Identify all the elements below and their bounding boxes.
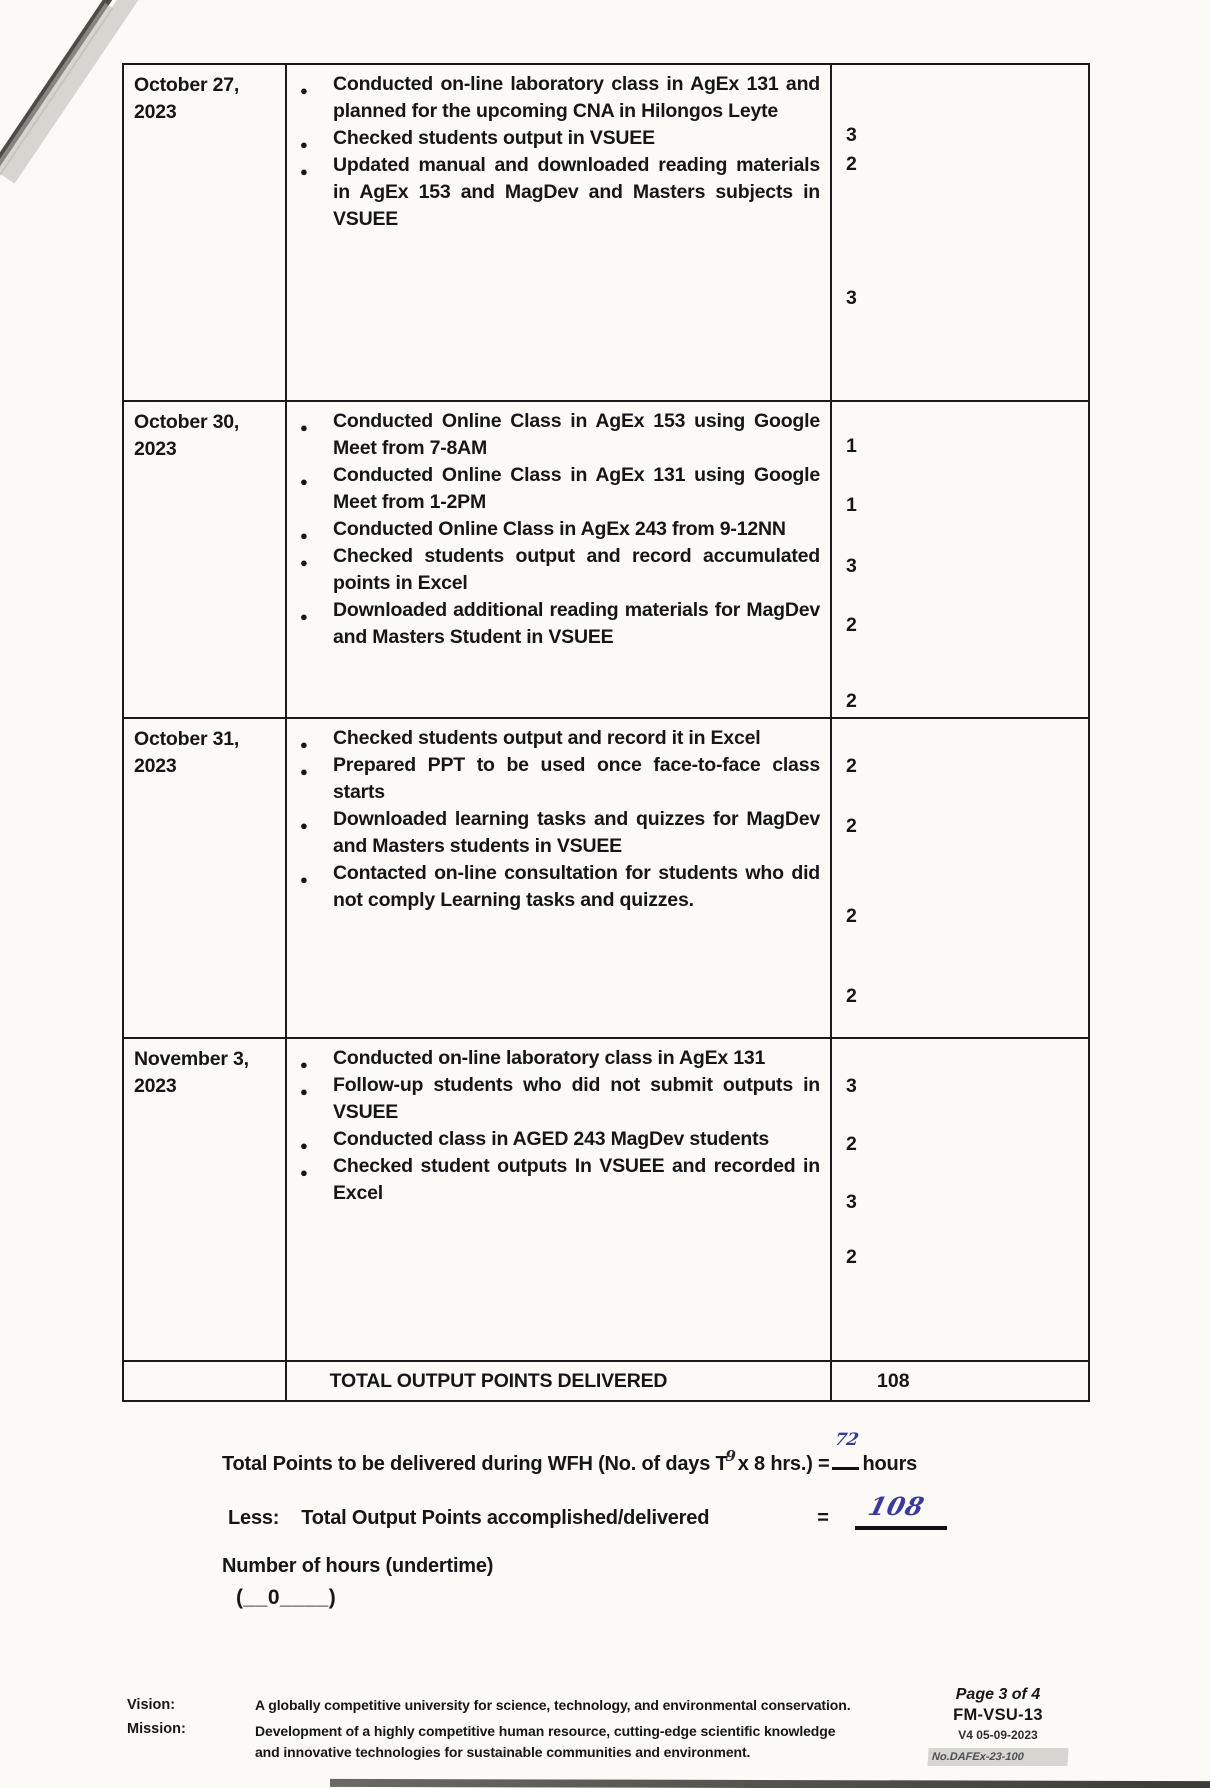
- total-row: [124, 1362, 1088, 1400]
- activity-text: Conducted on-line laboratory class in AgEx 131: [333, 1047, 766, 1069]
- points-value: 2: [846, 755, 857, 777]
- activity-item: [287, 1072, 830, 1126]
- bullet-icon: ●: [300, 83, 308, 98]
- vision-text: A globally competitive university for science, technology, and environmental conservation.: [255, 1697, 851, 1713]
- activity-text: Conducted Online Class in AgEx 243 from 9-12NN: [333, 518, 786, 540]
- handwritten-hours: 72: [832, 1430, 860, 1450]
- activity-item: [287, 597, 830, 651]
- points-value: 1: [846, 494, 857, 516]
- points-value: 3: [846, 555, 857, 577]
- activity-text: Updated manual and downloaded reading materials in AgEx 153 and MagDev and Masters subjects in VSUEE: [333, 154, 820, 230]
- activity-text: Conducted Online Class in AgEx 131 using Google Meet from 1-2PM: [333, 464, 820, 513]
- points-value: 1: [846, 435, 857, 457]
- points-cell: [832, 402, 1088, 717]
- activity-item: [287, 1153, 830, 1207]
- vision-label: Vision:: [127, 1697, 176, 1713]
- document-number: No.DAFEx-23-100: [927, 1748, 1068, 1766]
- form-version: V4 05-09-2023: [958, 1728, 1038, 1742]
- mission-label: Mission:: [127, 1721, 186, 1737]
- bullet-icon: ●: [300, 420, 308, 435]
- points-value: 2: [846, 614, 857, 636]
- form-code: FM-VSU-13: [953, 1706, 1043, 1724]
- points-value: 3: [846, 1191, 857, 1213]
- activity-item: [287, 1126, 830, 1153]
- activity-text: Checked students output in VSUEE: [333, 127, 655, 149]
- wfh-line-suffix: hours: [862, 1453, 918, 1475]
- date-cell: October 27, 2023: [124, 65, 287, 400]
- activity-text: Conducted class in AGED 243 MagDev students: [333, 1128, 770, 1150]
- wfh-line-prefix: Total Points to be delivered during WFH (No. of days T: [222, 1453, 728, 1475]
- handwritten-days: 9: [725, 1447, 736, 1465]
- hours-blank-line: [832, 1430, 860, 1470]
- scan-edge-shadow: [330, 1779, 1210, 1788]
- points-cell: [832, 719, 1088, 1037]
- activity-text: Downloaded learning tasks and quizzes for MagDev and Masters students in VSUEE: [333, 808, 820, 857]
- page-number: Page 3 of 4: [955, 1686, 1041, 1703]
- total-value: 108: [877, 1369, 910, 1392]
- bullet-icon: ●: [300, 1165, 308, 1180]
- mission-text: Development of a highly competitive human resource, cutting-edge scientific knowledge and innovative technologies for sustainable communities and environment.: [255, 1723, 836, 1760]
- activity-item: [287, 725, 830, 752]
- less-label: Less:: [228, 1507, 280, 1529]
- table-row: [124, 65, 1088, 402]
- bullet-icon: ●: [300, 737, 308, 752]
- points-cell: [832, 1039, 1088, 1360]
- activity-item: [287, 543, 830, 597]
- activity-text: Checked students output and record accumulated points in Excel: [333, 545, 820, 594]
- activities-cell: [287, 65, 832, 400]
- points-value: 2: [846, 985, 857, 1007]
- date-cell: October 31, 2023: [124, 719, 287, 1037]
- date-cell: October 30, 2023: [124, 402, 287, 717]
- activity-item: [287, 152, 830, 233]
- activity-text: Checked students output and record it in Excel: [333, 727, 761, 749]
- handwritten-points: 108: [865, 1492, 928, 1521]
- wfh-report-table: [122, 63, 1090, 1402]
- points-value: 2: [846, 690, 857, 712]
- activity-item: [287, 860, 830, 914]
- less-line: [228, 1492, 947, 1530]
- activity-text: Checked student outputs In VSUEE and recorded in Excel: [333, 1155, 820, 1204]
- points-blank-line: [855, 1492, 947, 1530]
- points-value: 2: [846, 905, 857, 927]
- activity-item: [287, 1045, 830, 1072]
- bullet-icon: ●: [300, 764, 308, 779]
- points-cell: [832, 65, 1088, 400]
- bullet-icon: ●: [300, 872, 308, 887]
- points-value: 3: [846, 287, 857, 309]
- points-value: 2: [846, 153, 857, 175]
- activity-item: [287, 752, 830, 806]
- activity-item: [287, 125, 830, 152]
- table-row: [124, 1039, 1088, 1362]
- wfh-line-mid: x 8 hrs.) =: [737, 1453, 830, 1475]
- activity-item: [287, 516, 830, 543]
- bullet-icon: ●: [300, 818, 308, 833]
- activities-cell: [287, 719, 832, 1037]
- activity-item: [287, 71, 830, 125]
- bullet-icon: ●: [300, 1084, 308, 1099]
- table-rows: [124, 65, 1088, 1362]
- table-row: [124, 402, 1088, 719]
- bullet-icon: ●: [300, 1057, 308, 1072]
- less-text: Total Output Points accomplished/delivered: [301, 1507, 710, 1529]
- date-cell: November 3, 2023: [124, 1039, 287, 1360]
- activity-item: [287, 408, 830, 462]
- activity-text: Contacted on-line consultation for students who did not comply Learning tasks and quizzes.: [333, 862, 820, 911]
- less-equals: =: [817, 1507, 829, 1529]
- bullet-icon: ●: [300, 1138, 308, 1153]
- activities-cell: [287, 1039, 832, 1360]
- points-value: 2: [846, 1246, 857, 1268]
- points-value: 2: [846, 815, 857, 837]
- total-row-date-cell: [124, 1362, 287, 1400]
- activities-cell: [287, 402, 832, 717]
- activity-text: Conducted Online Class in AgEx 153 using Google Meet from 7-8AM: [333, 410, 820, 459]
- total-label: TOTAL OUTPUT POINTS DELIVERED: [287, 1362, 832, 1400]
- bullet-icon: ●: [300, 137, 308, 152]
- activity-item: [287, 806, 830, 860]
- wfh-total-points-line: [222, 1430, 918, 1476]
- activity-text: Conducted on-line laboratory class in AgEx 131 and planned for the upcoming CNA in Hilongos Leyte: [333, 73, 820, 122]
- points-value: 3: [846, 1075, 857, 1097]
- bullet-icon: ●: [300, 528, 308, 543]
- points-value: 2: [846, 1133, 857, 1155]
- bullet-icon: ●: [300, 164, 308, 179]
- bullet-icon: ●: [300, 474, 308, 489]
- activity-item: [287, 462, 830, 516]
- footer-form-block: [928, 1686, 1068, 1766]
- activity-text: Downloaded additional reading materials for MagDev and Masters Student in VSUEE: [333, 599, 820, 648]
- bullet-icon: ●: [300, 555, 308, 570]
- undertime-value: (__0____): [236, 1586, 337, 1609]
- undertime-label: Number of hours (undertime): [222, 1555, 494, 1577]
- activity-text: Follow-up students who did not submit outputs in VSUEE: [333, 1074, 820, 1123]
- activity-text: Prepared PPT to be used once face-to-face class starts: [333, 754, 820, 803]
- bullet-icon: ●: [300, 609, 308, 624]
- table-row: [124, 719, 1088, 1039]
- points-value: 3: [846, 124, 857, 146]
